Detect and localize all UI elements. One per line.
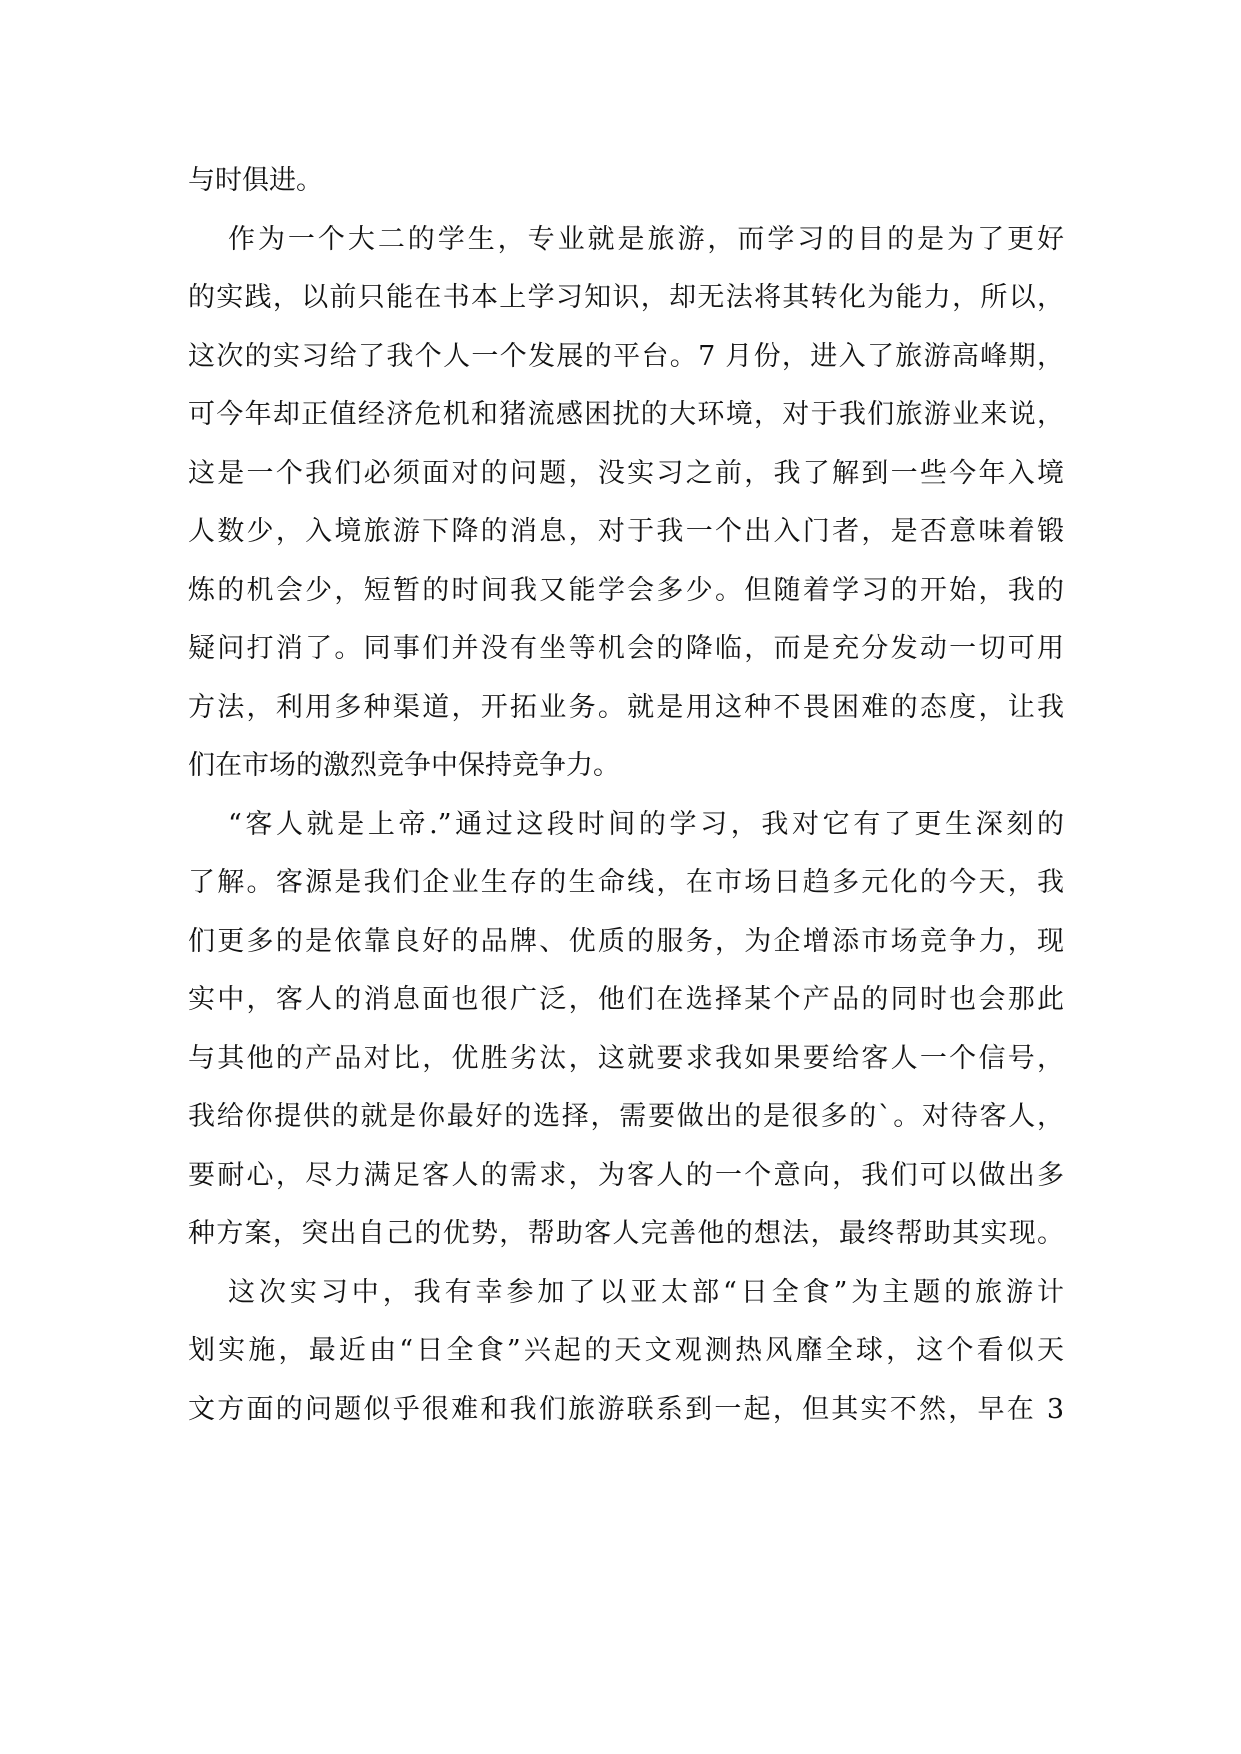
text-line: 实中，客人的消息面也很广泛，他们在选择某个产品的同时也会那此 — [188, 984, 1064, 1015]
text-line: 我给你提供的就是你最好的选择，需要做出的是很多的`。对待客人， — [188, 1101, 1064, 1132]
text-line: 方法，利用多种渠道，开拓业务。就是用这种不畏困难的态度，让我 — [188, 691, 1064, 723]
body-text — [188, 152, 1064, 1439]
text-line: 们更多的是依靠良好的品牌、优质的服务，为企增添市场竞争力，现 — [188, 925, 1064, 957]
text-line: 们在市场的激烈竞争中保持竞争力。 — [188, 750, 620, 781]
text-line: “客人就是上帝.”通过这段时间的学习，我对它有了更生深刻的 — [228, 808, 1064, 840]
text-line: 的实践，以前只能在书本上学习知识，却无法将其转化为能力，所以， — [188, 282, 1064, 313]
text-line: 人数少，入境旅游下降的消息，对于我一个出入门者，是否意味着锻 — [188, 516, 1064, 547]
text-line: 这次的实习给了我个人一个发展的平台。7 月份，进入了旅游高峰期， — [188, 340, 1064, 372]
text-line: 作为一个大二的学生，专业就是旅游，而学习的目的是为了更好 — [228, 223, 1064, 255]
text-line: 这次实习中，我有幸参加了以亚太部“日全食”为主题的旅游计 — [228, 1276, 1064, 1308]
text-line: 要耐心，尽力满足客人的需求，为客人的一个意向，我们可以做出多 — [188, 1159, 1064, 1191]
text-line: 种方案，突出自己的优势，帮助客人完善他的想法，最终帮助其实现。 — [188, 1218, 1064, 1249]
text-line: 与其他的产品对比，优胜劣汰，这就要求我如果要给客人一个信号， — [188, 1042, 1064, 1074]
text-line: 了解。客源是我们企业生存的生命线，在市场日趋多元化的今天，我 — [188, 867, 1064, 898]
text-line: 炼的机会少，短暂的时间我又能学会多少。但随着学习的开始，我的 — [188, 574, 1064, 606]
text-line: 这是一个我们必须面对的问题，没实习之前，我了解到一些今年入境 — [188, 457, 1064, 489]
text-line: 划实施，最近由“日全食”兴起的天文观测热风靡全球，这个看似天 — [188, 1335, 1064, 1366]
text-line: 文方面的问题似乎很难和我们旅游联系到一起，但其实不然，早在 3 — [188, 1393, 1064, 1425]
text-line: 可今年却正值经济危机和猪流感困扰的大环境，对于我们旅游业来说， — [188, 399, 1064, 430]
text-line: 与时俱进。 — [188, 165, 323, 196]
text-line: 疑问打消了。同事们并没有坐等机会的降临，而是充分发动一切可用 — [188, 633, 1064, 664]
